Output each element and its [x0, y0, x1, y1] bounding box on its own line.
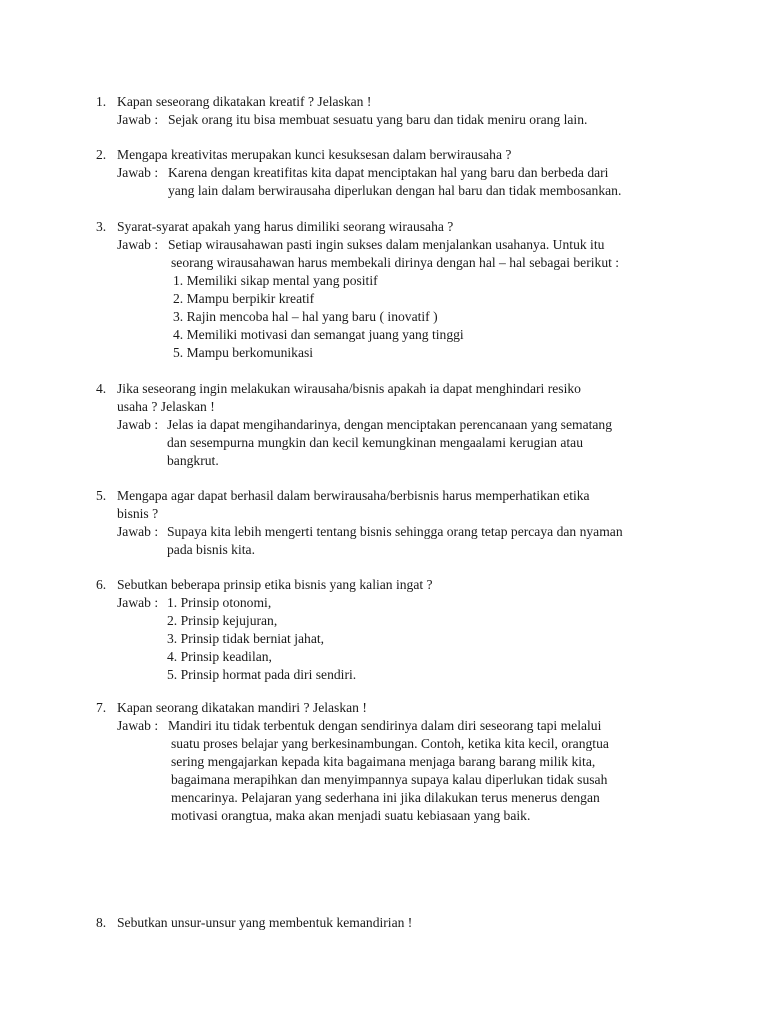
answer-text — [168, 236, 696, 362]
answer-line: seorang wirausahawan harus membekali dirinya dengan hal – hal sebagai berikut : — [171, 255, 620, 270]
list-item: 5. Prinsip hormat pada diri sendiri. — [167, 667, 357, 682]
list-item: 1. Prinsip otonomi, — [167, 595, 272, 610]
answer-text — [167, 594, 696, 684]
list-item: 5. Mampu berkomunikasi — [173, 345, 314, 360]
answer-line: bangkrut. — [167, 453, 219, 468]
question-text — [117, 576, 696, 594]
answer-line: Jelas ia dapat mengihandarinya, dengan menciptakan perencanaan yang sematang — [167, 417, 613, 432]
answer-label: Jawab : — [117, 112, 159, 127]
question-text — [117, 487, 696, 523]
answer-label: Jawab : — [117, 417, 159, 432]
answer-label: Jawab : — [117, 595, 159, 610]
answer-line: Setiap wirausahawan pasti ingin sukses dalam menjalankan usahanya. Untuk itu — [168, 237, 605, 252]
answer-line: mencarinya. Pelajaran yang sederhana ini jika dilakukan terus menerus dengan — [171, 790, 600, 805]
question-line: Mengapa kreativitas merupakan kunci kesuksesan dalam berwirausaha ? — [117, 147, 512, 162]
answer-line: Sejak orang itu bisa membuat sesuatu yang baru dan tidak meniru orang lain. — [168, 112, 588, 127]
question-line: usaha ? Jelaskan ! — [117, 399, 215, 414]
question-line: Jika seseorang ingin melakukan wirausaha/bisnis apakah ia dapat menghindari resiko — [117, 381, 581, 396]
answer-block — [117, 236, 696, 362]
question-line: Kapan seorang dikatakan mandiri ? Jelaskan ! — [117, 700, 367, 715]
question-text — [117, 914, 696, 932]
answer-block — [117, 717, 696, 825]
question-item — [96, 380, 696, 470]
answer-line: Karena dengan kreatifitas kita dapat menciptakan hal yang baru dan berbeda dari — [168, 165, 609, 180]
question-line: Sebutkan unsur-unsur yang membentuk kemandirian ! — [117, 915, 413, 930]
answer-line: sering mengajarkan kepada kita bagaimana menjaga barang barang milik kita, — [171, 754, 596, 769]
question-text — [117, 699, 696, 717]
answer-text — [168, 164, 696, 200]
question-item — [96, 218, 696, 362]
question-number: 4. — [96, 381, 107, 396]
answer-line: pada bisnis kita. — [167, 542, 255, 557]
list-item: 2. Mampu berpikir kreatif — [173, 291, 315, 306]
answer-line: dan sesempurna mungkin dan kecil kemungkinan mengaalami kerugian atau — [167, 435, 583, 450]
answer-line: yang lain dalam berwirausaha diperlukan dengan hal baru dan tidak membosankan. — [168, 183, 622, 198]
question-number: 2. — [96, 147, 107, 162]
question-text — [117, 218, 696, 236]
list-item: 4. Memiliki motivasi dan semangat juang yang tinggi — [173, 327, 464, 342]
question-item — [96, 576, 696, 684]
question-number: 1. — [96, 94, 107, 109]
answer-block — [117, 594, 696, 684]
question-number: 8. — [96, 915, 107, 930]
list-item: 3. Prinsip tidak berniat jahat, — [167, 631, 325, 646]
list-item: 2. Prinsip kejujuran, — [167, 613, 278, 628]
question-line: Sebutkan beberapa prinsip etika bisnis yang kalian ingat ? — [117, 577, 433, 592]
list-item: 4. Prinsip keadilan, — [167, 649, 272, 664]
answer-line: Mandiri itu tidak terbentuk dengan sendirinya dalam diri seseorang tapi melalui — [168, 718, 602, 733]
question-item — [96, 699, 696, 825]
question-number: 5. — [96, 488, 107, 503]
answer-text — [167, 416, 696, 470]
question-number: 6. — [96, 577, 107, 592]
answer-block — [117, 164, 696, 200]
answer-label: Jawab : — [117, 524, 159, 539]
question-text — [117, 93, 696, 111]
answer-block — [117, 111, 696, 129]
question-number: 7. — [96, 700, 107, 715]
question-item — [96, 487, 696, 559]
answer-line: Supaya kita lebih mengerti tentang bisnis sehingga orang tetap percaya dan nyaman — [167, 524, 623, 539]
question-line: bisnis ? — [117, 506, 159, 521]
answer-line: suatu proses belajar yang berkesinambungan. Contoh, ketika kita kecil, orangtua — [171, 736, 609, 751]
answer-text — [167, 523, 696, 559]
list-item: 3. Rajin mencoba hal – hal yang baru ( inovatif ) — [173, 309, 438, 324]
question-text — [117, 380, 696, 416]
answer-block — [117, 416, 696, 470]
answer-text — [168, 111, 696, 129]
question-line: Mengapa agar dapat berhasil dalam berwirausaha/berbisnis harus memperhatikan etika — [117, 488, 590, 503]
answer-line: bagaimana merapihkan dan menyimpannya supaya kalau diperlukan tidak susah — [171, 772, 608, 787]
question-item — [96, 93, 696, 129]
question-item — [96, 146, 696, 200]
answer-line: motivasi orangtua, maka akan menjadi suatu kebiasaan yang baik. — [171, 808, 531, 823]
question-line: Kapan seseorang dikatakan kreatif ? Jelaskan ! — [117, 94, 372, 109]
answer-label: Jawab : — [117, 165, 159, 180]
question-text — [117, 146, 696, 164]
question-item — [96, 914, 696, 932]
answer-label: Jawab : — [117, 237, 159, 252]
question-number: 3. — [96, 219, 107, 234]
answer-block — [117, 523, 696, 559]
question-line: Syarat-syarat apakah yang harus dimiliki seorang wirausaha ? — [117, 219, 454, 234]
list-item: 1. Memiliki sikap mental yang positif — [173, 273, 378, 288]
answer-text — [168, 717, 696, 825]
answer-label: Jawab : — [117, 718, 159, 733]
